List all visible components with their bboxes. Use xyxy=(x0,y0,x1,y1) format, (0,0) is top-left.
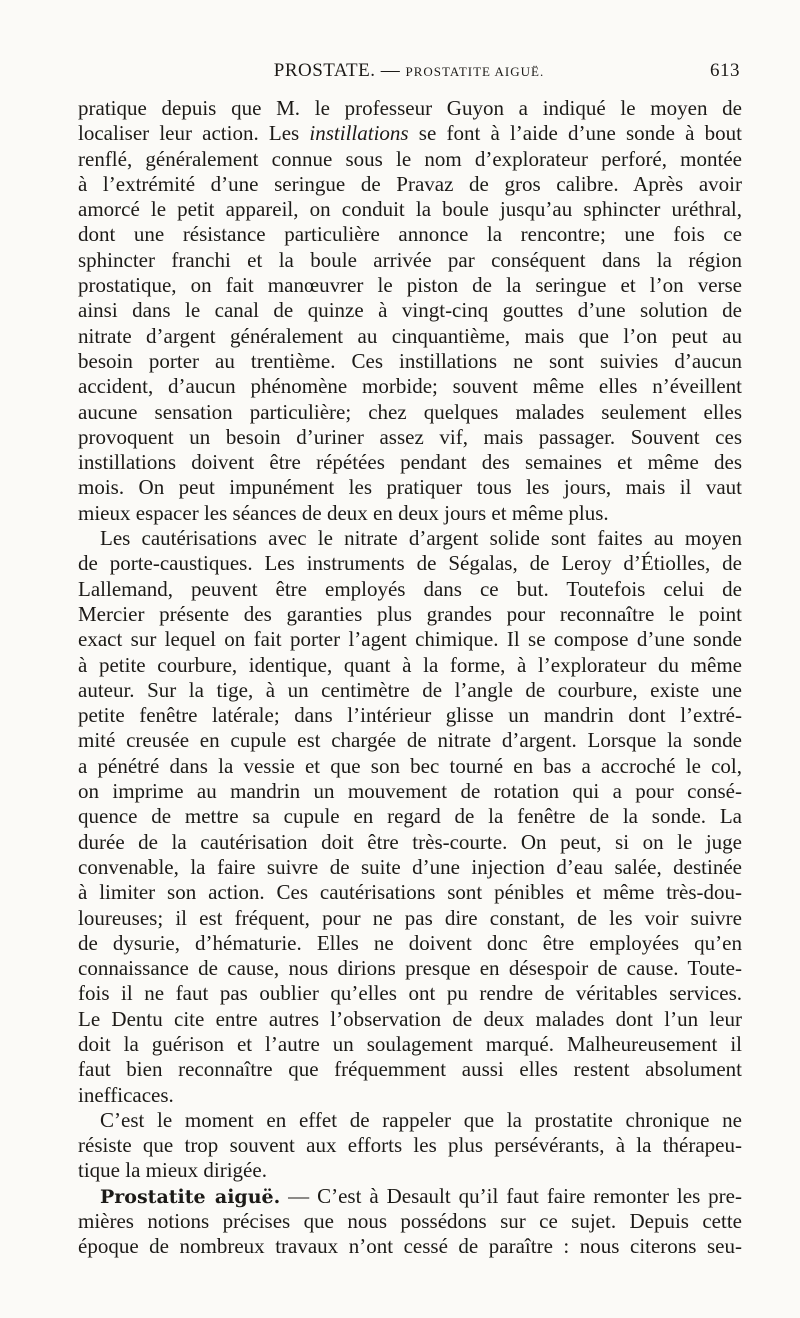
text-line: mois. On peut impunément les pratiquer tous les jours, mais il vaut xyxy=(78,475,742,500)
header-separator: — xyxy=(380,60,401,81)
body-text xyxy=(78,96,742,1260)
text-line: époque de nombreux travaux n’ont cessé de paraître : nous citerons seu- xyxy=(78,1234,742,1259)
line-segment: localiser leur action. Les xyxy=(78,121,310,146)
text-line xyxy=(78,121,742,146)
text-line: convenable, la faire suivre de suite d’une injection d’eau salée, destinée xyxy=(78,854,742,879)
text-line: connaissance de cause, nous dirions presque en désespoir de cause. Toute- xyxy=(78,956,742,981)
text-line: exact sur lequel on fait porter l’agent chimique. Il se compose d’une sonde xyxy=(78,627,742,652)
page-number: 613 xyxy=(710,60,740,81)
text-line: Lallemand, peuvent être employés dans ce but. Toutefois celui de xyxy=(78,576,742,601)
text-line: auteur. Sur la tige, à un centimètre de l’angle de courbure, existe une xyxy=(78,677,742,702)
text-line: on imprime au mandrin un mouvement de rotation qui a pour consé- xyxy=(78,779,742,804)
text-line: dont une résistance particulière annonce la rencontre; une fois ce xyxy=(78,222,742,247)
text-line: doit la guérison et l’autre un soulagement marqué. Malheureusement il xyxy=(78,1031,742,1056)
text-line: Mercier présente des garanties plus grandes pour reconnaître le point xyxy=(78,601,742,626)
text-line: prostatique, on fait manœuvrer le piston de la seringue et l’on verse xyxy=(78,273,742,298)
text-line: mières notions précises que nous possédons sur ce sujet. Depuis cette xyxy=(78,1209,742,1234)
text-line: inefficaces. xyxy=(78,1082,174,1107)
text-line: Le Dentu cite entre autres l’observation de deux malades dont l’un leur xyxy=(78,1006,742,1031)
text-line: ainsi dans le canal de quinze à vingt-cinq gouttes d’une solution de xyxy=(78,298,742,323)
text-line: pratique depuis que M. le professeur Guyon a indiqué le moyen de xyxy=(78,96,742,120)
text-line: besoin porter au trentième. Ces instillations ne sont suivies d’aucun xyxy=(78,348,742,373)
text-line: à limiter son action. Ces cautérisations sont pénibles et même très-dou- xyxy=(78,880,742,905)
text-line: mieux espacer les séances de deux en deux jours et même plus. xyxy=(78,500,609,525)
header-subtitle: PROSTATITE AIGUË. xyxy=(405,64,545,79)
text-line: résiste que trop souvent aux efforts les plus persévérants, à la thérapeu- xyxy=(78,1133,742,1158)
text-line: de dysurie, d’hématurie. Elles ne doivent donc être employées qu’en xyxy=(78,930,742,955)
text-line: mité creusée en cupule est chargée de nitrate d’argent. Lorsque la sonde xyxy=(78,728,742,753)
text-line: nitrate d’argent généralement au cinquantième, mais que l’on peut au xyxy=(78,323,742,348)
text-line: loureuses; il est fréquent, pour ne pas dire constant, de les voir suivre xyxy=(78,905,742,930)
line-segment: — C’est à Desault qu’il faut faire remonter les pre- xyxy=(280,1183,742,1208)
text-line: quence de mettre sa cupule en regard de la fenêtre de la sonde. La xyxy=(78,804,742,829)
text-line: fois il ne faut pas oublier qu’elles ont pu rendre de véritables services. xyxy=(78,981,742,1006)
text-line: durée de la cautérisation doit être très-courte. On peut, si on le juge xyxy=(78,829,742,854)
running-header xyxy=(78,60,740,86)
text-line xyxy=(78,1184,742,1209)
text-line: accident, d’aucun phénomène morbide; souvent même elles n’éveillent xyxy=(78,374,742,399)
header-title: PROSTATE. xyxy=(273,60,376,81)
text-line: de porte-caustiques. Les instruments de Ségalas, de Leroy d’Étiolles, de xyxy=(78,551,742,576)
text-line: à petite courbure, identique, quant à la forme, à l’explorateur du même xyxy=(78,652,742,677)
text-line: faut bien reconnaître que fréquemment aussi elles restent absolument xyxy=(78,1057,742,1082)
text-line: instillations doivent être répétées pendant des semaines et même des xyxy=(78,450,742,475)
text-line: tique la mieux dirigée. xyxy=(78,1158,267,1183)
italic-term: instillations xyxy=(309,121,409,146)
text-line: C’est le moment en effet de rappeler que la prostatite chronique ne xyxy=(100,1107,742,1132)
text-line: a pénétré dans la vessie et que son bec tourné en bas a accroché le col, xyxy=(78,753,742,778)
line-segment: se font à l’aide d’une sonde à bout xyxy=(408,121,742,146)
text-line: aucune sensation particulière; chez quelques malades seulement elles xyxy=(78,399,742,424)
text-line: petite fenêtre latérale; dans l’intérieur glisse un mandrin dont l’extré- xyxy=(78,703,742,728)
text-line: provoquent un besoin d’uriner assez vif, mais passager. Souvent ces xyxy=(78,424,742,449)
section-heading: Prostatite aiguë. xyxy=(100,1185,281,1208)
text-line: à l’extrémité d’une seringue de Pravaz de gros calibre. Après avoir xyxy=(78,171,742,196)
text-line: Les cautérisations avec le nitrate d’argent solide sont faites au moyen xyxy=(100,526,742,551)
header-title-group xyxy=(78,60,740,82)
text-line: renflé, généralement connue sous le nom d’explorateur perforé, montée xyxy=(78,146,742,171)
text-line: sphincter franchi et la boule arrivée par conséquent dans la région xyxy=(78,247,742,272)
text-line: amorcé le petit appareil, on conduit la boule jusqu’au sphincter uréthral, xyxy=(78,197,742,222)
